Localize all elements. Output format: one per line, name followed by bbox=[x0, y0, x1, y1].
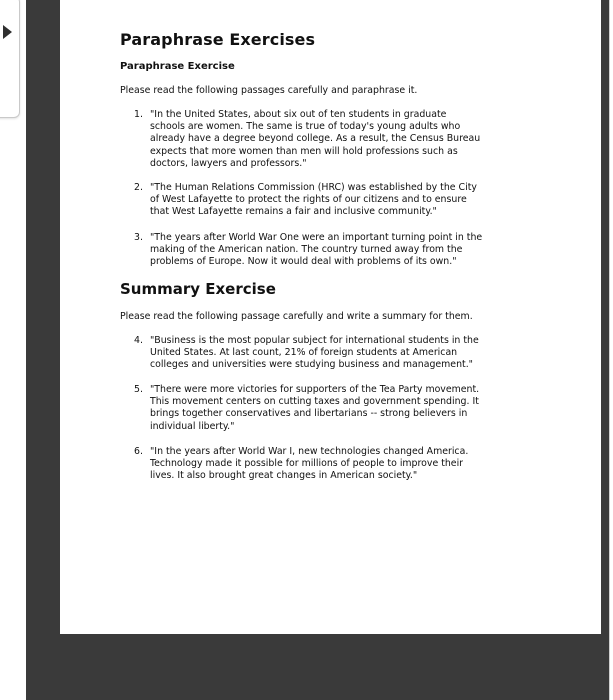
document-page bbox=[60, 0, 601, 634]
item-text: "The years after World War One were an important turning point in the making of the American nation. The country turned away from the problems of Europe. Now it would deal with problems of its own." bbox=[150, 232, 483, 268]
paraphrase-instruction: Please read the following passages carefully and paraphrase it. bbox=[120, 85, 418, 96]
list-item bbox=[134, 384, 534, 433]
item-text: "In the United States, about six out of ten students in graduate schools are women. The same is true of today's young adults who already have a degree beyond college. As a result, the Census Bureau expects that more women than men will hold professions such as doctors, lawyers and professors." bbox=[150, 109, 481, 169]
expand-arrow-icon[interactable] bbox=[3, 25, 12, 39]
item-number: 6. bbox=[134, 446, 143, 457]
item-number: 4. bbox=[134, 335, 143, 346]
page-title: Paraphrase Exercises bbox=[120, 30, 316, 49]
item-number: 5. bbox=[134, 384, 143, 395]
item-number: 3. bbox=[134, 232, 143, 243]
item-text: "Business is the most popular subject for international students in the United States. At last count, 21% of foreign students at American colleges and universities were studying business and management." bbox=[150, 335, 479, 371]
item-text: "In the years after World War I, new technologies changed America. Technology made it possible for millions of people to improve their lives. It also brought great changes in American society." bbox=[150, 446, 469, 482]
summary-instruction: Please read the following passage carefully and write a summary for them. bbox=[120, 311, 473, 322]
summary-heading: Summary Exercise bbox=[120, 280, 276, 298]
window-right-edge bbox=[609, 0, 613, 700]
item-number: 1. bbox=[134, 109, 143, 120]
list-item bbox=[134, 109, 534, 170]
list-item bbox=[134, 182, 534, 219]
list-item bbox=[134, 232, 534, 269]
list-item bbox=[134, 446, 534, 483]
sidebar-toggle-tab[interactable] bbox=[0, 0, 20, 118]
viewer-background bbox=[26, 0, 609, 700]
item-number: 2. bbox=[134, 182, 143, 193]
section-subtitle: Paraphrase Exercise bbox=[120, 61, 235, 72]
item-text: "There were more victories for supporters of the Tea Party movement. This movement centers on cutting taxes and government spending. It brings together conservatives and libertarians -- strong believers in individual liberty." bbox=[150, 384, 480, 432]
item-text: "The Human Relations Commission (HRC) was established by the City of West Lafayette to protect the rights of our citizens and to ensure that West Lafayette remains a fair and inclusive community." bbox=[150, 182, 477, 218]
list-item bbox=[134, 335, 534, 372]
